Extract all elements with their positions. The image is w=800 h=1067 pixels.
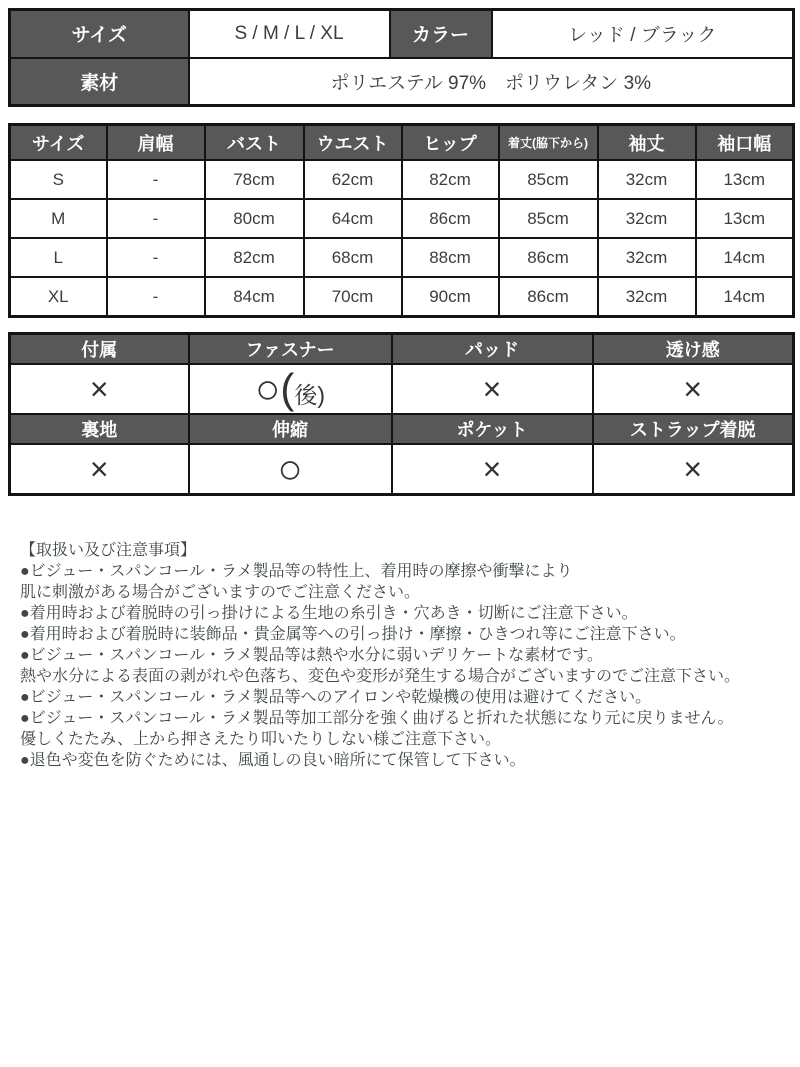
color-label: カラー — [390, 10, 492, 58]
color-value: レッド / ブラック — [492, 10, 794, 58]
measurements-row-s — [10, 160, 794, 199]
cell-waist: 68cm — [304, 238, 402, 277]
measurements-row-l — [10, 238, 794, 277]
cell-size: M — [10, 199, 107, 238]
features-value-row-1 — [10, 364, 794, 414]
material-label: 素材 — [10, 58, 189, 106]
feature-header-fastener: ファスナー — [189, 334, 392, 365]
cell-shoulder: - — [107, 277, 205, 317]
measurements-header-row — [10, 125, 794, 161]
features-header-row-1 — [10, 334, 794, 365]
cell-length: 85cm — [499, 160, 598, 199]
care-note-line: ●ビジュー・スパンコール・ラメ製品等は熱や水分に弱いデリケートな素材です。 — [20, 647, 603, 664]
spec-row-size-color — [10, 10, 794, 58]
cell-bust: 82cm — [205, 238, 304, 277]
cell-bust: 78cm — [205, 160, 304, 199]
cell-cuff-width: 13cm — [696, 199, 794, 238]
col-header-bust: バスト — [205, 125, 304, 161]
col-header-sleeve-length: 袖丈 — [598, 125, 696, 161]
cell-bust: 80cm — [205, 199, 304, 238]
cell-size: S — [10, 160, 107, 199]
cell-waist: 62cm — [304, 160, 402, 199]
care-note-line: ●着用時および着脱時に装飾品・貴金属等への引っ掛け・摩擦・ひきつれ等にご注意下さい。 — [20, 626, 686, 643]
care-notes — [20, 540, 792, 771]
col-header-size: サイズ — [10, 125, 107, 161]
feature-value-sheerness: × — [593, 364, 794, 414]
cell-shoulder: - — [107, 238, 205, 277]
features-table — [8, 332, 795, 496]
feature-header-strap: ストラップ着脱 — [593, 414, 794, 444]
features-header-row-2 — [10, 414, 794, 444]
features-value-row-2 — [10, 444, 794, 495]
cell-sleeve-length: 32cm — [598, 160, 696, 199]
care-note-line: 熱や水分による表面の剥がれや色落ち、変色や変形が発生する場合がございますのでご注意下さい。 — [20, 668, 741, 685]
cell-size: L — [10, 238, 107, 277]
care-note-line: 優しくたたみ、上から押さえたり叩いたりしない様ご注意下さい。 — [20, 731, 501, 748]
care-note-line: 肌に刺激がある場合がございますのでご注意ください。 — [20, 584, 421, 601]
cell-hip: 86cm — [402, 199, 499, 238]
size-value: S / M / L / XL — [189, 10, 390, 58]
cell-shoulder: - — [107, 160, 205, 199]
cell-waist: 70cm — [304, 277, 402, 317]
feature-header-lining: 裏地 — [10, 414, 189, 444]
cell-waist: 64cm — [304, 199, 402, 238]
col-header-hip: ヒップ — [402, 125, 499, 161]
cell-cuff-width: 13cm — [696, 160, 794, 199]
cell-shoulder: - — [107, 199, 205, 238]
col-header-shoulder: 肩幅 — [107, 125, 205, 161]
cell-hip: 88cm — [402, 238, 499, 277]
care-note-line: ●ビジュー・スパンコール・ラメ製品等加工部分を強く曲げると折れた状態になり元に戻りません。 — [20, 710, 734, 727]
spec-table — [8, 8, 795, 107]
cell-hip: 90cm — [402, 277, 499, 317]
feature-value-lining: × — [10, 444, 189, 495]
measurements-row-xl — [10, 277, 794, 317]
feature-value-strap: × — [593, 444, 794, 495]
cell-sleeve-length: 32cm — [598, 238, 696, 277]
cell-length: 86cm — [499, 238, 598, 277]
feature-header-pad: パッド — [392, 334, 593, 365]
size-label: サイズ — [10, 10, 189, 58]
cell-sleeve-length: 32cm — [598, 199, 696, 238]
cell-cuff-width: 14cm — [696, 238, 794, 277]
feature-value-pad: × — [392, 364, 593, 414]
feature-value-fastener: ○(後) — [189, 364, 392, 414]
feature-header-sheerness: 透け感 — [593, 334, 794, 365]
cell-size: XL — [10, 277, 107, 317]
col-header-waist: ウエスト — [304, 125, 402, 161]
care-note-line: ●ビジュー・スパンコール・ラメ製品等へのアイロンや乾燥機の使用は避けてください。 — [20, 689, 652, 706]
care-note-line: ●退色や変色を防ぐためには、風通しの良い暗所にて保管して下さい。 — [20, 752, 526, 769]
spec-row-material — [10, 58, 794, 106]
cell-length: 86cm — [499, 277, 598, 317]
material-value: ポリエステル 97% ポリウレタン 3% — [189, 58, 794, 106]
col-header-cuff-width: 袖口幅 — [696, 125, 794, 161]
cell-hip: 82cm — [402, 160, 499, 199]
feature-header-stretch: 伸縮 — [189, 414, 392, 444]
measurements-row-m — [10, 199, 794, 238]
cell-length: 85cm — [499, 199, 598, 238]
cell-sleeve-length: 32cm — [598, 277, 696, 317]
feature-header-accessories: 付属 — [10, 334, 189, 365]
cell-bust: 84cm — [205, 277, 304, 317]
care-note-line: ●着用時および着脱時の引っ掛けによる生地の糸引き・穴あき・切断にご注意下さい。 — [20, 605, 638, 622]
col-header-length: 着丈(脇下から) — [499, 125, 598, 161]
feature-header-pocket: ポケット — [392, 414, 593, 444]
care-note-line: ●ビジュー・スパンコール・ラメ製品等の特性上、着用時の摩擦や衝撃により — [20, 563, 573, 580]
feature-value-stretch: ○ — [189, 444, 392, 495]
feature-value-pocket: × — [392, 444, 593, 495]
measurements-table — [8, 123, 795, 318]
cell-cuff-width: 14cm — [696, 277, 794, 317]
feature-value-accessories: × — [10, 364, 189, 414]
care-notes-title: 【取扱い及び注意事項】 — [20, 542, 197, 559]
